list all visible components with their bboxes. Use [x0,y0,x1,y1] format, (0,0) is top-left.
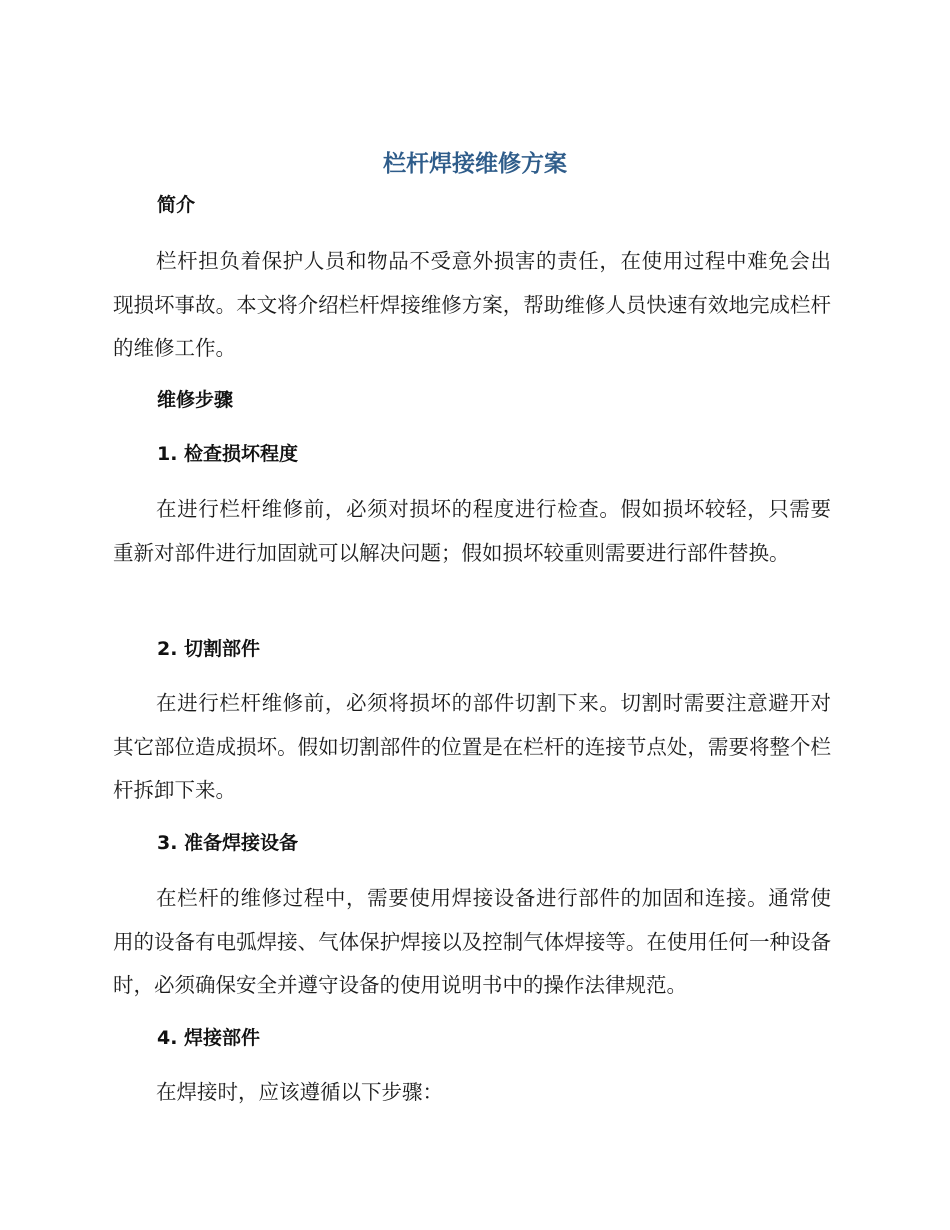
section-heading-step-4: 4. 焊接部件 [157,1027,261,1049]
section-paragraph-step-4: 在焊接时，应该遵循以下步骤： [156,1080,443,1104]
document-title: 栏杆焊接维修方案 [383,151,567,177]
section-paragraph-step-2: 在进行栏杆维修前，必须将损坏的部件切割下来。切割时需要注意避开对其它部位造成损坏。假如切割部件的位置是在栏杆的连接节点处，需要将整个栏杆拆卸下来。 [113,691,831,802]
section-heading-intro: 简介 [157,194,196,216]
section-paragraph-step-3: 在栏杆的维修过程中，需要使用焊接设备进行部件的加固和连接。通常使用的设备有电弧焊接、气体保护焊接以及控制气体焊接等。在使用任何一种设备时，必须确保安全并遵守设备的使用说明书中的操作法律规范。 [113,886,831,997]
section-heading-repair-steps: 维修步骤 [157,389,234,411]
section-paragraph-intro: 栏杆担负着保护人员和物品不受意外损害的责任，在使用过程中难免会出现损坏事故。本文将介绍栏杆焊接维修方案，帮助维修人员快速有效地完成栏杆的维修工作。 [113,249,831,360]
section-heading-step-2: 2. 切割部件 [157,638,261,660]
section-paragraph-step-1: 在进行栏杆维修前，必须对损坏的程度进行检查。假如损坏较轻，只需要重新对部件进行加固就可以解决问题；假如损坏较重则需要进行部件替换。 [113,497,831,565]
section-heading-step-3: 3. 准备焊接设备 [157,832,299,854]
section-heading-step-1: 1. 检查损坏程度 [157,443,299,465]
